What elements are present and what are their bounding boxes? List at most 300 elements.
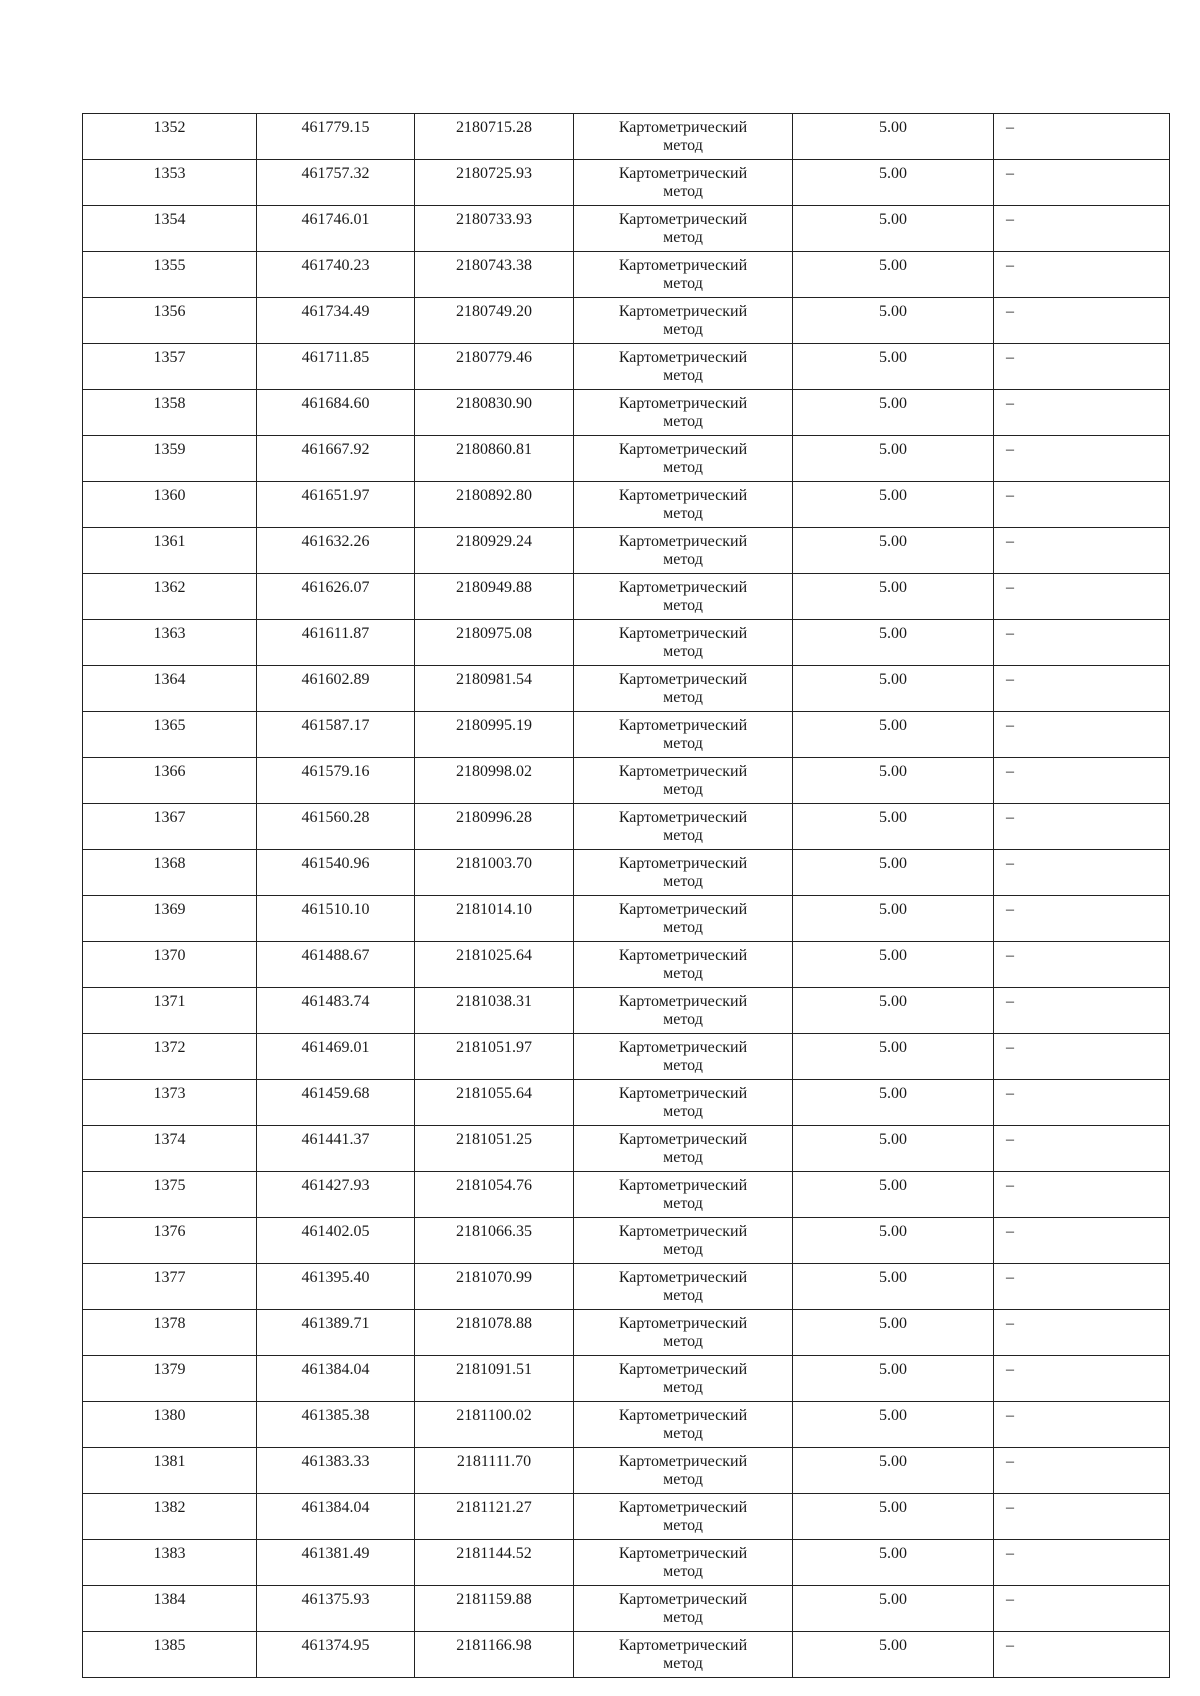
x-coordinate: 461383.33 (301, 1453, 370, 1470)
point-number-cell (83, 1218, 257, 1264)
x-coordinate: 461375.93 (301, 1591, 370, 1608)
note-cell (994, 942, 1170, 988)
note-value: – (1006, 119, 1014, 136)
y-coordinate-cell (415, 758, 574, 804)
method-text-line1: Картометрический (618, 1361, 748, 1378)
method-cell (574, 1080, 793, 1126)
error-value: 5.00 (879, 763, 907, 780)
method-cell (574, 896, 793, 942)
y-coordinate-cell (415, 666, 574, 712)
x-coordinate-cell (257, 1632, 415, 1678)
note-value: – (1006, 901, 1014, 918)
table-row (83, 758, 1170, 804)
error-cell (793, 1402, 994, 1448)
point-number-cell (83, 114, 257, 160)
x-coordinate-cell (257, 160, 415, 206)
point-number: 1372 (153, 1039, 186, 1056)
method-text-line1: Картометрический (618, 119, 748, 136)
x-coordinate-cell (257, 1218, 415, 1264)
point-number-cell (83, 160, 257, 206)
method-cell (574, 436, 793, 482)
error-cell (793, 1356, 994, 1402)
point-number: 1383 (153, 1545, 186, 1562)
error-value: 5.00 (879, 809, 907, 826)
method-cell (574, 1172, 793, 1218)
point-number-cell (83, 620, 257, 666)
note-cell (994, 620, 1170, 666)
error-value: 5.00 (879, 1085, 907, 1102)
point-number-cell (83, 1034, 257, 1080)
error-cell (793, 1540, 994, 1586)
point-number-cell (83, 850, 257, 896)
error-value: 5.00 (879, 1591, 907, 1608)
method-text-line2: метод (663, 229, 703, 246)
table-row (83, 574, 1170, 620)
y-coordinate: 2181159.88 (456, 1591, 532, 1608)
error-value: 5.00 (879, 119, 907, 136)
point-number: 1371 (153, 993, 186, 1010)
method-text-line2: метод (663, 1287, 703, 1304)
method-text-line1: Картометрический (618, 1177, 748, 1194)
table-row (83, 528, 1170, 574)
note-value: – (1006, 1177, 1014, 1194)
x-coordinate: 461385.38 (301, 1407, 370, 1424)
y-coordinate-cell (415, 896, 574, 942)
coordinates-table-body (83, 114, 1170, 1678)
y-coordinate-cell (415, 206, 574, 252)
y-coordinate: 2180975.08 (456, 625, 532, 642)
error-cell (793, 758, 994, 804)
method-text-line2: метод (663, 321, 703, 338)
y-coordinate: 2181055.64 (456, 1085, 532, 1102)
point-number: 1354 (153, 211, 186, 228)
note-cell (994, 1494, 1170, 1540)
note-cell (994, 390, 1170, 436)
method-text-line2: метод (663, 873, 703, 890)
x-coordinate-cell (257, 896, 415, 942)
error-value: 5.00 (879, 441, 907, 458)
method-text-line1: Картометрический (618, 1315, 748, 1332)
method-text-line1: Картометрический (618, 625, 748, 642)
y-coordinate-cell (415, 436, 574, 482)
point-number-cell (83, 206, 257, 252)
method-text-line2: метод (663, 367, 703, 384)
error-value: 5.00 (879, 579, 907, 596)
error-cell (793, 482, 994, 528)
error-cell (793, 620, 994, 666)
error-cell (793, 1126, 994, 1172)
error-cell (793, 574, 994, 620)
method-cell (574, 1448, 793, 1494)
error-cell (793, 942, 994, 988)
method-text-line1: Картометрический (618, 349, 748, 366)
method-text-line2: метод (663, 551, 703, 568)
error-cell (793, 1494, 994, 1540)
error-value: 5.00 (879, 1315, 907, 1332)
method-text-line2: метод (663, 1195, 703, 1212)
table-row (83, 1264, 1170, 1310)
method-text-line1: Картометрический (618, 809, 748, 826)
point-number: 1357 (153, 349, 186, 366)
table-row (83, 666, 1170, 712)
point-number-cell (83, 1540, 257, 1586)
x-coordinate-cell (257, 850, 415, 896)
error-cell (793, 712, 994, 758)
method-text-line1: Картометрический (618, 487, 748, 504)
error-cell (793, 528, 994, 574)
note-cell (994, 1310, 1170, 1356)
method-text-line1: Картометрический (618, 1591, 748, 1608)
x-coordinate-cell (257, 252, 415, 298)
x-coordinate: 461540.96 (301, 855, 370, 872)
method-cell (574, 252, 793, 298)
x-coordinate-cell (257, 390, 415, 436)
point-number-cell (83, 942, 257, 988)
method-text-line1: Картометрический (618, 1085, 748, 1102)
note-cell (994, 1264, 1170, 1310)
method-text-line1: Картометрический (618, 165, 748, 182)
table-row (83, 1310, 1170, 1356)
note-value: – (1006, 1223, 1014, 1240)
x-coordinate: 461560.28 (301, 809, 370, 826)
note-value: – (1006, 395, 1014, 412)
point-number-cell (83, 666, 257, 712)
y-coordinate-cell (415, 1356, 574, 1402)
method-cell (574, 758, 793, 804)
table-row (83, 850, 1170, 896)
y-coordinate-cell (415, 114, 574, 160)
point-number: 1367 (153, 809, 186, 826)
error-value: 5.00 (879, 625, 907, 642)
method-text-line2: метод (663, 643, 703, 660)
x-coordinate-cell (257, 1402, 415, 1448)
table-row (83, 206, 1170, 252)
error-value: 5.00 (879, 947, 907, 964)
method-text-line1: Картометрический (618, 1453, 748, 1470)
error-value: 5.00 (879, 1361, 907, 1378)
x-coordinate: 461402.05 (301, 1223, 370, 1240)
error-value: 5.00 (879, 1499, 907, 1516)
point-number-cell (83, 1356, 257, 1402)
error-value: 5.00 (879, 395, 907, 412)
method-text-line1: Картометрический (618, 947, 748, 964)
method-cell (574, 1494, 793, 1540)
point-number-cell (83, 804, 257, 850)
point-number-cell (83, 1310, 257, 1356)
error-cell (793, 1632, 994, 1678)
point-number: 1360 (153, 487, 186, 504)
note-value: – (1006, 1637, 1014, 1654)
method-text-line1: Картометрический (618, 533, 748, 550)
point-number: 1369 (153, 901, 186, 918)
x-coordinate: 461746.01 (301, 211, 370, 228)
point-number: 1353 (153, 165, 186, 182)
error-cell (793, 1080, 994, 1126)
note-value: – (1006, 211, 1014, 228)
error-value: 5.00 (879, 671, 907, 688)
y-coordinate: 2180998.02 (456, 763, 532, 780)
error-value: 5.00 (879, 717, 907, 734)
method-cell (574, 574, 793, 620)
y-coordinate: 2181025.64 (456, 947, 532, 964)
method-text-line1: Картометрический (618, 855, 748, 872)
point-number: 1365 (153, 717, 186, 734)
y-coordinate-cell (415, 1540, 574, 1586)
note-value: – (1006, 349, 1014, 366)
method-cell (574, 1126, 793, 1172)
note-cell (994, 1402, 1170, 1448)
x-coordinate-cell (257, 1448, 415, 1494)
note-value: – (1006, 1039, 1014, 1056)
y-coordinate-cell (415, 1264, 574, 1310)
method-text-line2: метод (663, 1241, 703, 1258)
y-coordinate-cell (415, 298, 574, 344)
y-coordinate-cell (415, 620, 574, 666)
y-coordinate-cell (415, 712, 574, 758)
table-row (83, 942, 1170, 988)
method-cell (574, 206, 793, 252)
point-number-cell (83, 390, 257, 436)
y-coordinate: 2181014.10 (456, 901, 532, 918)
table-row (83, 620, 1170, 666)
error-cell (793, 436, 994, 482)
point-number-cell (83, 252, 257, 298)
method-text-line1: Картометрический (618, 1637, 748, 1654)
error-cell (793, 1172, 994, 1218)
x-coordinate: 461427.93 (301, 1177, 370, 1194)
y-coordinate: 2181038.31 (456, 993, 532, 1010)
x-coordinate: 461602.89 (301, 671, 370, 688)
method-cell (574, 1402, 793, 1448)
method-text-line2: метод (663, 505, 703, 522)
y-coordinate: 2181051.97 (456, 1039, 532, 1056)
x-coordinate: 461626.07 (301, 579, 370, 596)
note-value: – (1006, 1131, 1014, 1148)
method-cell (574, 482, 793, 528)
y-coordinate: 2181070.99 (456, 1269, 532, 1286)
point-number-cell (83, 1080, 257, 1126)
table-row (83, 1034, 1170, 1080)
point-number: 1380 (153, 1407, 186, 1424)
note-value: – (1006, 763, 1014, 780)
note-cell (994, 206, 1170, 252)
y-coordinate: 2181066.35 (456, 1223, 532, 1240)
error-cell (793, 390, 994, 436)
y-coordinate: 2181111.70 (456, 1453, 532, 1470)
method-text-line1: Картометрический (618, 1131, 748, 1148)
point-number-cell (83, 574, 257, 620)
note-cell (994, 574, 1170, 620)
note-value: – (1006, 671, 1014, 688)
x-coordinate-cell (257, 1264, 415, 1310)
error-cell (793, 206, 994, 252)
point-number-cell (83, 1586, 257, 1632)
x-coordinate: 461389.71 (301, 1315, 370, 1332)
y-coordinate: 2181144.52 (456, 1545, 532, 1562)
point-number: 1384 (153, 1591, 186, 1608)
error-cell (793, 804, 994, 850)
x-coordinate: 461587.17 (301, 717, 370, 734)
note-cell (994, 804, 1170, 850)
method-text-line1: Картометрический (618, 1407, 748, 1424)
method-text-line2: метод (663, 1011, 703, 1028)
point-number-cell (83, 298, 257, 344)
error-cell (793, 666, 994, 712)
table-row (83, 896, 1170, 942)
y-coordinate: 2180996.28 (456, 809, 532, 826)
point-number: 1363 (153, 625, 186, 642)
note-value: – (1006, 1545, 1014, 1562)
note-value: – (1006, 717, 1014, 734)
note-cell (994, 436, 1170, 482)
note-cell (994, 666, 1170, 712)
note-cell (994, 896, 1170, 942)
point-number-cell (83, 1126, 257, 1172)
method-cell (574, 1356, 793, 1402)
point-number-cell (83, 1264, 257, 1310)
note-value: – (1006, 1591, 1014, 1608)
x-coordinate-cell (257, 942, 415, 988)
y-coordinate: 2180995.19 (456, 717, 532, 734)
method-text-line2: метод (663, 275, 703, 292)
method-text-line2: метод (663, 1149, 703, 1166)
point-number: 1382 (153, 1499, 186, 1516)
y-coordinate-cell (415, 160, 574, 206)
x-coordinate-cell (257, 758, 415, 804)
x-coordinate: 461510.10 (301, 901, 370, 918)
x-coordinate: 461374.95 (301, 1637, 370, 1654)
method-text-line1: Картометрический (618, 441, 748, 458)
note-cell (994, 1034, 1170, 1080)
point-number: 1368 (153, 855, 186, 872)
y-coordinate-cell (415, 1402, 574, 1448)
method-text-line1: Картометрический (618, 1223, 748, 1240)
point-number-cell (83, 1494, 257, 1540)
error-value: 5.00 (879, 211, 907, 228)
error-value: 5.00 (879, 993, 907, 1010)
note-value: – (1006, 947, 1014, 964)
error-value: 5.00 (879, 1177, 907, 1194)
note-value: – (1006, 625, 1014, 642)
method-cell (574, 344, 793, 390)
note-cell (994, 1448, 1170, 1494)
x-coordinate: 461384.04 (301, 1361, 370, 1378)
y-coordinate-cell (415, 988, 574, 1034)
method-cell (574, 666, 793, 712)
note-value: – (1006, 165, 1014, 182)
point-number: 1375 (153, 1177, 186, 1194)
note-value: – (1006, 1361, 1014, 1378)
point-number: 1366 (153, 763, 186, 780)
error-value: 5.00 (879, 1637, 907, 1654)
y-coordinate: 2180981.54 (456, 671, 532, 688)
note-cell (994, 1356, 1170, 1402)
method-text-line2: метод (663, 413, 703, 430)
method-text-line1: Картометрический (618, 1269, 748, 1286)
point-number: 1379 (153, 1361, 186, 1378)
note-cell (994, 1218, 1170, 1264)
method-text-line1: Картометрический (618, 303, 748, 320)
error-value: 5.00 (879, 487, 907, 504)
table-row (83, 1218, 1170, 1264)
x-coordinate-cell (257, 206, 415, 252)
error-value: 5.00 (879, 1223, 907, 1240)
point-number: 1378 (153, 1315, 186, 1332)
method-text-line1: Картометрический (618, 579, 748, 596)
table-row (83, 390, 1170, 436)
note-value: – (1006, 579, 1014, 596)
y-coordinate: 2180725.93 (456, 165, 532, 182)
method-text-line2: метод (663, 597, 703, 614)
point-number: 1358 (153, 395, 186, 412)
note-cell (994, 298, 1170, 344)
note-cell (994, 1540, 1170, 1586)
error-value: 5.00 (879, 165, 907, 182)
y-coordinate: 2181091.51 (456, 1361, 532, 1378)
error-cell (793, 1448, 994, 1494)
y-coordinate: 2181003.70 (456, 855, 532, 872)
method-cell (574, 1034, 793, 1080)
point-number: 1362 (153, 579, 186, 596)
method-text-line2: метод (663, 965, 703, 982)
error-cell (793, 114, 994, 160)
method-text-line1: Картометрический (618, 993, 748, 1010)
x-coordinate-cell (257, 114, 415, 160)
y-coordinate-cell (415, 1218, 574, 1264)
note-cell (994, 850, 1170, 896)
error-value: 5.00 (879, 901, 907, 918)
y-coordinate: 2180892.80 (456, 487, 532, 504)
error-value: 5.00 (879, 533, 907, 550)
method-cell (574, 1540, 793, 1586)
point-number: 1381 (153, 1453, 186, 1470)
method-text-line2: метод (663, 1655, 703, 1672)
method-text-line2: метод (663, 781, 703, 798)
note-cell (994, 1172, 1170, 1218)
method-text-line1: Картометрический (618, 1499, 748, 1516)
x-coordinate-cell (257, 804, 415, 850)
method-cell (574, 298, 793, 344)
y-coordinate: 2181121.27 (456, 1499, 532, 1516)
table-row (83, 114, 1170, 160)
x-coordinate: 461667.92 (301, 441, 370, 458)
x-coordinate-cell (257, 1494, 415, 1540)
note-cell (994, 1080, 1170, 1126)
y-coordinate-cell (415, 1172, 574, 1218)
method-cell (574, 114, 793, 160)
method-cell (574, 850, 793, 896)
table-row (83, 1402, 1170, 1448)
x-coordinate-cell (257, 620, 415, 666)
x-coordinate-cell (257, 1172, 415, 1218)
x-coordinate-cell (257, 436, 415, 482)
coordinates-table (82, 113, 1170, 1678)
method-cell (574, 1586, 793, 1632)
y-coordinate-cell (415, 1448, 574, 1494)
error-cell (793, 1034, 994, 1080)
point-number: 1359 (153, 441, 186, 458)
method-text-line1: Картометрический (618, 1039, 748, 1056)
x-coordinate: 461441.37 (301, 1131, 370, 1148)
note-value: – (1006, 1269, 1014, 1286)
method-text-line2: метод (663, 183, 703, 200)
point-number-cell (83, 482, 257, 528)
x-coordinate: 461757.32 (301, 165, 370, 182)
point-number: 1352 (153, 119, 186, 136)
y-coordinate-cell (415, 390, 574, 436)
note-value: – (1006, 1407, 1014, 1424)
point-number: 1364 (153, 671, 186, 688)
